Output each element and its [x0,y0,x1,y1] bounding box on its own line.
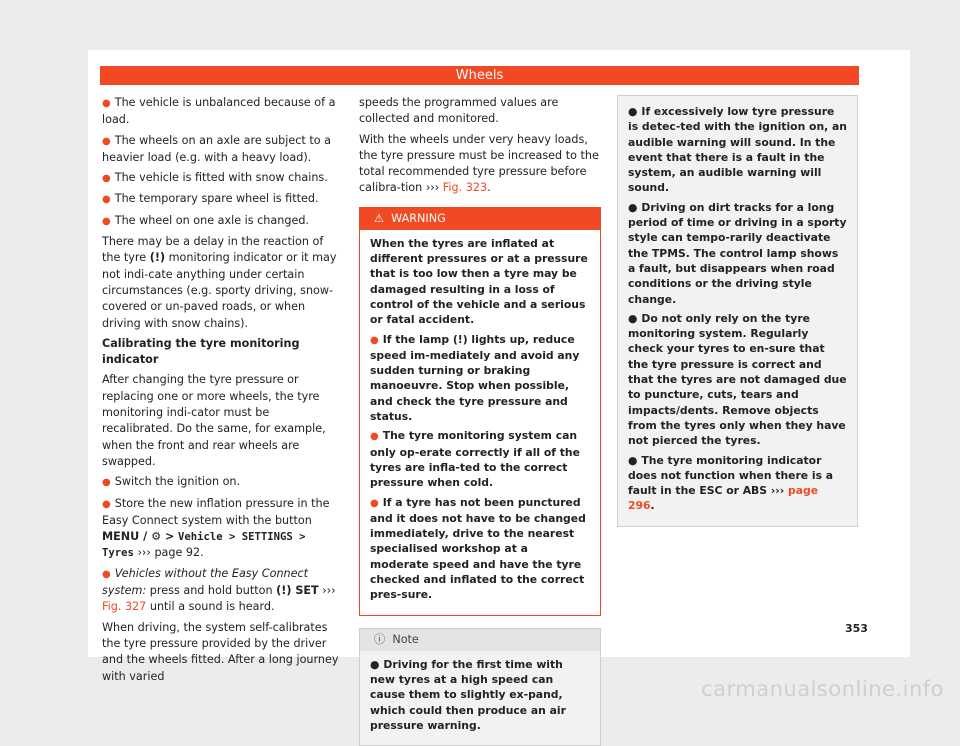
bullet-icon: ● [628,311,638,325]
list-item: ● Driving for the first time with new tyres at a high speed can cause them to slightly ex-pand, which could then produce an air pressure warning. [370,657,566,732]
bullet-icon: ● [102,568,111,580]
warning-header: ⚠ WARNING [360,208,600,230]
figure-link[interactable]: Fig. 323 [442,181,488,195]
bullet-icon: ● [370,431,379,443]
column-middle [359,95,601,746]
warning-body: When the tyres are inflated at different pressures or at a pressure that is too low then a tyre may be damaged resulting in a loss of control of the vehicle and a serious or fatal accident. ● If the lamp (!) lights up, reduce speed im-mediately and avoid any sudden turning or braking manoeuvre. Stop when possible, and check the tyre pressure and status. ● The tyre monitoring system can only op-erate correctly if all of the tyres are infla-ted to the correct pressure when cold. ● If a tyre has not been punctured and it does not have to be changed immediately, drive to the nearest specialised workshop at a moderate speed and have the tyre checked and inflated to the correct pres-sure. [360,230,600,615]
warning-triangle-icon: ⚠ [374,211,385,225]
bullet-icon: ● [102,498,111,510]
calibration-paragraph: After changing the tyre pressure or replacing one or more wheels, the tyre monitoring indi-cator must be recalibrated. Do the same, for example, when the front and rear wheels are swapped. [102,373,326,468]
bullet-icon: ● [102,135,111,147]
bullet-icon: ● [102,173,111,185]
page-link[interactable]: page 296 [628,484,819,513]
settings-path: Vehicle > SETTINGS > Tyres [102,531,306,560]
page-number: 353 [845,622,868,635]
driving-paragraph: When driving, the system self-calibrates the tyre pressure provided by the driver and the wheels fitted. After a long journey with varied [102,620,339,683]
note-body [360,651,600,745]
section-title: Wheels [455,68,504,83]
section-header [100,66,859,85]
bullet-icon: ● [370,334,379,346]
list-item: ● Vehicles without the Easy Connect system: press and hold button (!) SET ››› Fig. 327 until a sound is heard. [102,566,336,614]
list-item: ● The tyre monitoring indicator does not function when there is a fault in the ESC or ABS ››› page 296. [628,453,834,513]
figure-link[interactable]: Fig. 327 [102,600,147,614]
list-item: ● If the lamp (!) lights up, reduce speed im-mediately and avoid any sudden turning or braking manoeuvre. Stop when possible, and check the tyre pressure and status. [370,332,580,424]
bullet-icon: ● [102,215,111,227]
bullet-icon: ● [370,657,380,671]
menu-button-icon: MENU / ⚙ > [102,530,175,544]
tyre-warning-icon: (!) [149,251,166,265]
list-item: ● Driving on dirt tracks for a long period of time or driving in a sporty style can tempo-rarily deactivate the TPMS. The control lamp shows a fault, but disappears when road conditions or the driving style change. [628,200,847,306]
bullet-icon: ● [628,453,638,467]
note-header: ⓘ Note [360,629,600,651]
section-heading: Calibrating the tyre monitoring indicator [102,336,300,367]
continued-box [617,95,858,527]
continued-box-body [618,96,857,526]
list-item: ● The vehicle is unbalanced because of a load. [102,96,336,127]
column-right [617,95,858,527]
list-item: ● The tyre monitoring system can only op-erate correctly if all of the tyres are infla-ted to the correct pressure when cold. [370,429,580,490]
list-item: ● Do not only rely on the tyre monitoring system. Regularly check your tyres to en-sure that the tyre pressure is correct and that the tyres are not damaged due to puncture, cuts, tears and impacts/dents. Remove objects from the tyres only when they have not pierced the tyres. [628,311,847,448]
list-item: ● Switch the ignition on. [102,475,241,489]
warning-box [359,207,601,616]
column-left [102,95,342,689]
list-item: ● Store the new inflation pressure in the Easy Connect system with the button MENU / ⚙ > Vehicle > SETTINGS > Tyres ››› page 92. [102,496,330,560]
list-item: ● If a tyre has not been punctured and it does not have to be changed immediately, drive to the nearest specialised workshop at a moderate speed and have the tyre checked and inflated to the correct pres-sure. [370,495,586,602]
bullet-icon: ● [102,194,111,206]
bullet-icon: ● [628,105,638,118]
set-button-icon: (!) SET [276,584,319,598]
note-box [359,628,601,746]
heavy-load-paragraph: With the wheels under very heavy loads, the tyre pressure must be increased to the total recommended tyre pressure before calibra-tion ››› Fig. 323. [359,132,599,195]
info-icon: ⓘ [374,632,386,646]
bullet-icon: ● [102,477,111,489]
list-item: ● The wheel on one axle is changed. [102,213,309,227]
list-item: ● The wheels on an axle are subject to a heavier load (e.g. with a heavy load). [102,133,332,164]
list-item: ● The vehicle is fitted with snow chains. [102,171,328,185]
list-item: ● If excessively low tyre pressure is detec-ted with the ignition on, an audible warning will sound. In the event that there is a fault in the system, an audible warning will sound. [628,105,847,195]
bullet-icon: ● [628,200,638,214]
watermark: carmanualsonline.info [701,677,944,701]
delay-paragraph: There may be a delay in the reaction of the tyre (!) monitoring indicator or it may not indi-cate anything under certain circumstances (e.g. sporty driving, snow-covered or un-paved roads, or when driving with snow chains). [102,235,337,330]
bullet-icon: ● [370,497,379,509]
continued-paragraph: speeds the programmed values are collected and monitored. [359,96,559,126]
list-item: ● The temporary spare wheel is fitted. [102,192,319,206]
page-link[interactable]: page 92 [154,546,201,560]
bullet-icon: ● [102,98,111,109]
